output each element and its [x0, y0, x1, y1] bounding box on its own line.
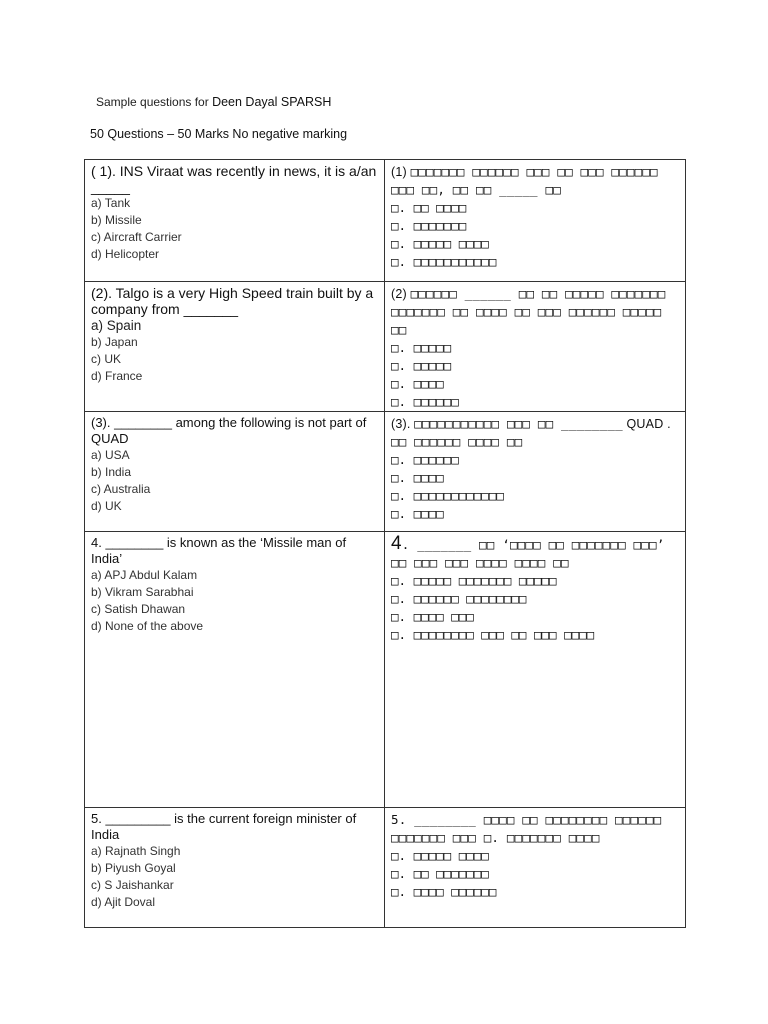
- question-4-hindi-option-d: □. □□□□□□□□ □□□ □□ □□□ □□□□: [391, 627, 595, 642]
- question-2-option-d: d) France: [91, 369, 143, 383]
- question-5-option-b: b) Piyush Goyal: [91, 861, 176, 875]
- question-5-text: 5. _________ is the current foreign minister of India: [91, 811, 357, 842]
- question-3-option-b: b) India: [91, 465, 132, 479]
- question-4-hindi-option-b: □. □□□□□□ □□□□□□□□: [391, 591, 527, 606]
- question-1-hindi-option-c: □. □□□□□ □□□□: [391, 236, 489, 251]
- question-2-option-c: c) UK: [91, 352, 121, 366]
- question-4-option-a: a) APJ Abdul Kalam: [91, 568, 198, 582]
- question-2-option-a: a) Spain: [91, 318, 142, 333]
- question-row-1: [85, 160, 686, 282]
- question-5-hindi-option-c: □. □□ □□□□□□□: [391, 866, 489, 881]
- question-5-hindi-text: 5. ________ □□□□ □□ □□□□□□□□ □□□□□□ □□□□□□□ □□□ □. □□□□□□□ □□□□: [391, 812, 662, 845]
- question-1-option-c: c) Aircraft Carrier: [91, 230, 182, 244]
- question-5-english: [85, 808, 385, 928]
- question-3-option-c: c) Australia: [91, 482, 151, 496]
- question-4-option-b: b) Vikram Sarabhai: [91, 585, 194, 599]
- question-4-text: 4. ________ is known as the ‘Missile man of India’: [91, 535, 347, 566]
- question-1-hindi-option-b: □. □□□□□□□: [391, 218, 467, 233]
- question-3-option-a: a) USA: [91, 448, 130, 462]
- question-5-option-d: d) Ajit Doval: [91, 895, 156, 909]
- question-1-english: [85, 160, 385, 282]
- question-5-hindi-option-d: □. □□□□ □□□□□□: [391, 884, 497, 899]
- question-3-english: [85, 412, 385, 532]
- question-1-hindi: [385, 160, 686, 282]
- header-prefix: Sample questions for: [96, 95, 209, 109]
- question-4-hindi-option-a: □. □□□□□ □□□□□□□ □□□□□: [391, 573, 557, 588]
- question-1-hindi-text: (1) □□□□□□□ □□□□□□ □□□ □□ □□□ □□□□□□ □□□ □□, □□ □□ _____ □□: [391, 164, 658, 197]
- question-5-hindi-option-b: □. □□□□□ □□□□: [391, 848, 489, 863]
- question-4-hindi-option-c: □. □□□□ □□□: [391, 609, 474, 624]
- question-2-hindi-option-a: □. □□□□□: [391, 340, 452, 355]
- question-2-hindi-option-c: □. □□□□: [391, 376, 444, 391]
- question-2-english: [85, 282, 385, 412]
- question-1-option-d: d) Helicopter: [91, 247, 160, 261]
- question-4-option-d: d) None of the above: [91, 619, 204, 633]
- question-2-hindi-option-d: □. □□□□□□: [391, 394, 459, 409]
- page-header: [96, 95, 331, 109]
- questions-table: [84, 159, 686, 928]
- question-2-hindi: [385, 282, 686, 412]
- question-2-text: (2). Talgo is a very High Speed train built by a company from _______: [91, 285, 374, 317]
- question-row-5: [85, 808, 686, 928]
- question-1-option-a: a) Tank: [91, 196, 131, 210]
- question-3-hindi: [385, 412, 686, 532]
- question-2-hindi-option-b: □. □□□□□: [391, 358, 452, 373]
- question-5-hindi: [385, 808, 686, 928]
- question-3-hindi-option-a: □. □□□□□□: [391, 452, 459, 467]
- question-1-option-b: b) Missile: [91, 213, 142, 227]
- question-3-hindi-option-b: □. □□□□: [391, 470, 444, 485]
- question-2-hindi-text: (2) □□□□□□ ______ □□ □□ □□□□□ □□□□□□□ □□□□□□□ □□ □□□□ □□ □□□ □□□□□□ □□□□□ □□: [391, 286, 666, 337]
- question-4-option-c: c) Satish Dhawan: [91, 602, 186, 616]
- question-1-text: ( 1). INS Viraat was recently in news, it is a/an _____: [91, 163, 377, 195]
- question-1-hindi-option-d: □. □□□□□□□□□□□: [391, 254, 497, 269]
- page-subtitle: 50 Questions – 50 Marks No negative marking: [90, 127, 348, 141]
- question-4-english: [85, 532, 385, 808]
- question-5-option-c: c) S Jaishankar: [91, 878, 174, 892]
- question-row-2: [85, 282, 686, 412]
- question-2-option-b: b) Japan: [91, 335, 138, 349]
- question-1-hindi-option-a: □. □□ □□□□: [391, 200, 467, 215]
- question-row-4: [85, 532, 686, 808]
- question-3-text: (3). ________ among the following is not part of QUAD: [91, 415, 367, 446]
- question-4-hindi: [385, 532, 686, 808]
- question-3-option-d: d) UK: [91, 499, 122, 513]
- question-4-hindi-text: 4. _______ □□ ‘□□□□ □□ □□□□□□□ □□□’ □□ □□□ □□□ □□□□ □□□□ □□: [391, 533, 665, 570]
- question-row-3: [85, 412, 686, 532]
- question-3-hindi-option-c: □. □□□□□□□□□□□□: [391, 488, 504, 503]
- document-title: Deen Dayal SPARSH: [212, 95, 332, 109]
- question-3-hindi-text: (3). □□□□□□□□□□□ □□□ □□ ________ QUAD . □□ □□□□□□ □□□□ □□: [391, 416, 671, 449]
- question-5-option-a: a) Rajnath Singh: [91, 844, 181, 858]
- question-3-hindi-option-d: □. □□□□: [391, 506, 444, 521]
